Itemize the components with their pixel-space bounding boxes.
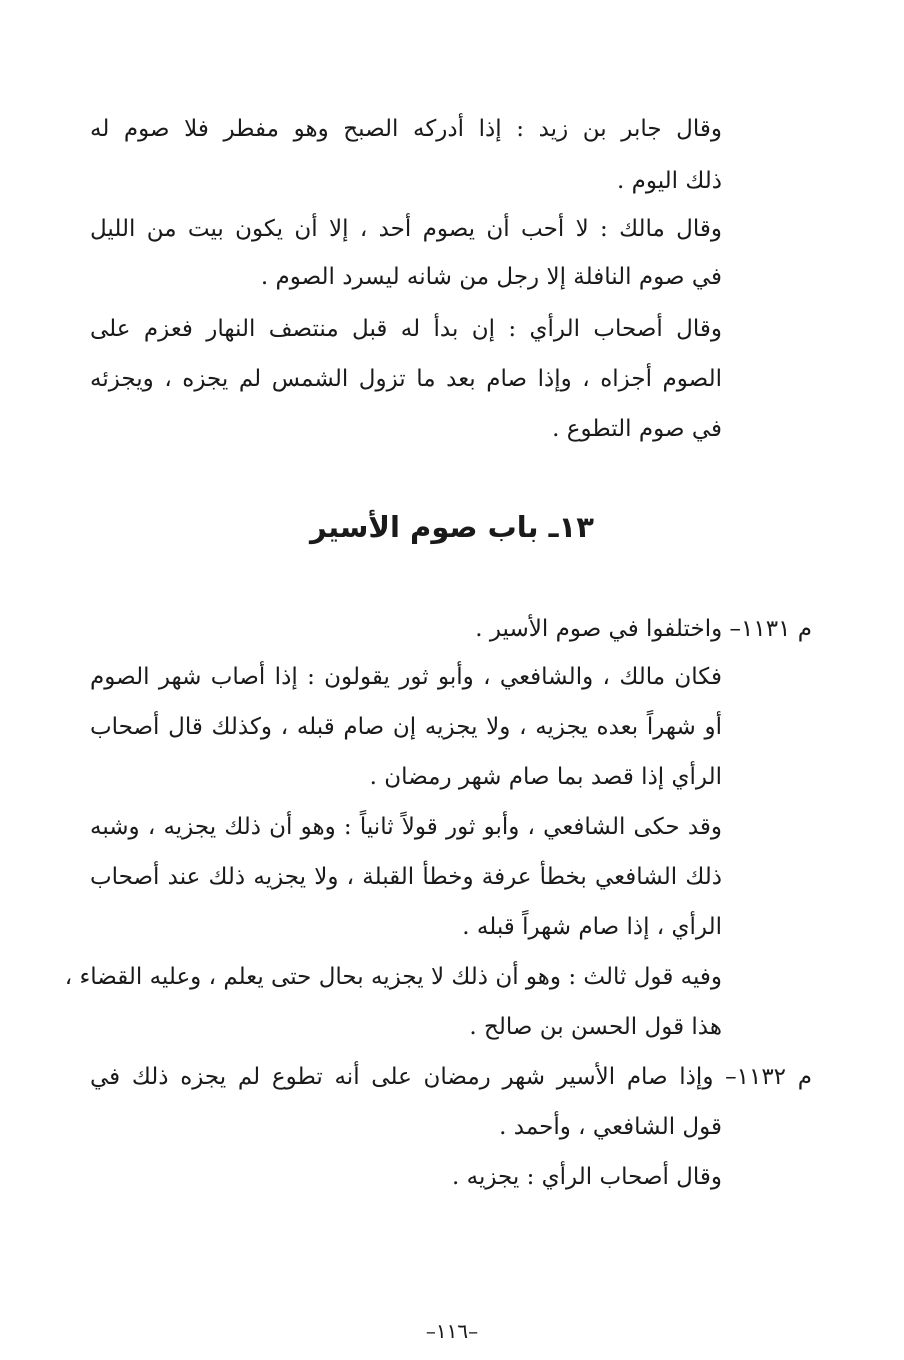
text-line: وقد حكى الشافعي ، وأبو ثور قولاً ثانياً : وهو أن ذلك يجزيه ، وشبه xyxy=(90,814,722,840)
page-number: –١١٦– xyxy=(425,1319,479,1343)
text-line: هذا قول الحسن بن صالح . xyxy=(469,1014,722,1040)
entry-heading: م ١١٣١– واختلفوا في صوم الأسير . xyxy=(475,616,812,642)
entry-heading: م ١١٣٢– وإذا صام الأسير شهر رمضان على أنه تطوع لم يجزه ذلك في xyxy=(90,1064,812,1090)
text-line: وقال أصحاب الرأي : إن بدأ له قبل منتصف النهار فعزم على xyxy=(90,316,722,342)
text-line: في صوم النافلة إلا رجل من شانه ليسرد الصوم . xyxy=(260,264,722,290)
text-line: الرأي إذا قصد بما صام شهر رمضان . xyxy=(369,764,722,790)
text-line: الصوم أجزاه ، وإذا صام بعد ما تزول الشمس لم يجزه ، ويجزئه xyxy=(90,366,722,392)
text-line: وفيه قول ثالث : وهو أن ذلك لا يجزيه بحال حتى يعلم ، وعليه القضاء ، xyxy=(64,964,722,990)
section-title: ١٣ـ باب صوم الأسير xyxy=(310,510,594,544)
text-line: وقال جابر بن زيد : إذا أدركه الصبح وهو مفطر فلا صوم له xyxy=(90,116,722,142)
text-line: في صوم التطوع . xyxy=(552,416,722,442)
text-line: الرأي ، إذا صام شهراً قبله . xyxy=(462,914,722,940)
text-line: ذلك الشافعي بخطأ عرفة وخطأ القبلة ، ولا يجزيه ذلك عند أصحاب xyxy=(90,864,722,890)
text-line: وقال مالك : لا أحب أن يصوم أحد ، إلا أن يكون بيت من الليل xyxy=(90,216,722,242)
text-line: وقال أصحاب الرأي : يجزيه . xyxy=(451,1164,722,1190)
text-line: فكان مالك ، والشافعي ، وأبو ثور يقولون : إذا أصاب شهر الصوم xyxy=(90,664,722,690)
text-line: قول الشافعي ، وأحمد . xyxy=(499,1114,722,1140)
text-line: أو شهراً بعده يجزيه ، ولا يجزيه إن صام قبله ، وكذلك قال أصحاب xyxy=(90,714,722,740)
text-line: ذلك اليوم . xyxy=(616,168,722,194)
